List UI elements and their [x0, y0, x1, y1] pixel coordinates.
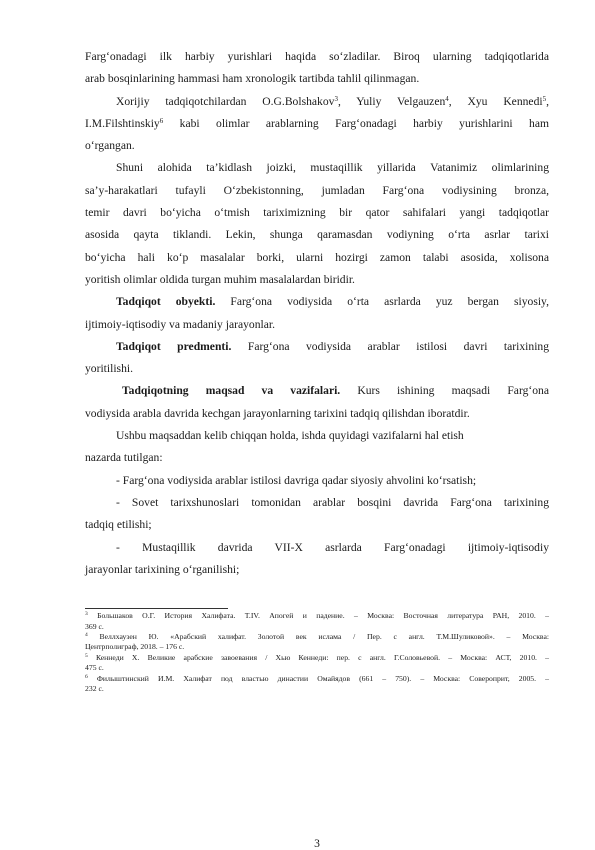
text-run: Farg‘ona vodiysida o‘rta asrlarda yuz bergan siyosiy,	[215, 295, 549, 309]
text-run: Farg‘ona vodiysida arablar istilosi davri tarixining	[231, 339, 550, 353]
text-run: Kurs ishining maqsadi Farg‘ona	[340, 384, 550, 398]
text-line: ijtimoiy-iqtisodiy va madaniy jarayonlar.	[85, 317, 275, 331]
text-run: ,	[546, 94, 549, 108]
footnote-marker: 4	[85, 631, 88, 638]
text-line: yoritilishi.	[85, 362, 133, 376]
text-line	[85, 113, 549, 135]
document-page	[85, 46, 550, 850]
text-line: sa’y-harakatlari tufayli O‘zbekistonning, jumladan Farg‘ona vodiysining bronza,	[85, 183, 549, 197]
footnote-continuation: 369 с.	[85, 621, 104, 631]
footnote-marker: 6	[85, 673, 88, 680]
text-line: jarayonlar tarixining o‘rganilishi;	[85, 562, 240, 576]
footnote-marker: 5	[85, 652, 88, 659]
text-line: Ushbu maqsaddan kelib chiqqan holda, ishda quyidagi vazifalarni hal etish	[116, 429, 464, 443]
text-run: I.M.Filshtinskiy	[85, 116, 160, 130]
list-item: - Mustaqillik davrida VII-X asrlarda Farg‘onadagi ijtimoiy-iqtisodiy	[116, 540, 549, 554]
footnote-ref: 5	[542, 94, 547, 103]
text-run: , Xyu Kennedi	[448, 94, 543, 108]
text-line	[85, 291, 549, 313]
text-line: asosida qayta tiklandi. Lekin, shunga qaramasdan vodiyning o‘rta asrlar tarixi	[85, 228, 549, 242]
footnote-text: Большаков О.Г. История Халифата. T.IV. Апогей и падение. – Москва: Восточная литература РАН, 2010. –	[97, 611, 550, 621]
text-line: temir davri bo‘yicha o‘tmish tariximizning bir qator sahifalari yangi tadqiqotlar	[85, 206, 549, 220]
text-line	[85, 380, 549, 402]
footnote	[85, 611, 549, 621]
text-line: bo‘yicha hali ko‘p masalalar borki, ularni hozirgi zamon talabi asosida, xolisona	[85, 250, 549, 264]
footnote-ref: 4	[445, 94, 449, 103]
text-line: vodiysida arabla davrida kechgan jarayonlarning tarixini tadqiq qilishdan iboratdir.	[85, 406, 470, 420]
footnote-continuation: 475 с.	[85, 663, 104, 673]
section-heading: Tadqiqot predmenti.	[116, 339, 232, 353]
footnote-continuation: 232 с.	[85, 683, 104, 693]
footnote-ref: 3	[334, 94, 338, 103]
footnote	[85, 653, 549, 663]
text-line: nazarda tutilgan:	[85, 451, 163, 465]
text-line: Farg‘onadagi ilk harbiy yurishlari haqida so‘zladilar. Biroq ularning tadqiqotlarida	[85, 50, 549, 63]
footnote	[85, 632, 549, 642]
text-line: arab bosqinlarining hammasi ham xronologik tartibda tahlil qilinmagan.	[85, 72, 420, 86]
footnote	[85, 674, 549, 684]
footnote-text: Филыштинский И.М. Халифат под властью династии Омайядов (661 – 750). – Москва: Совероприт, 2005. –	[96, 673, 549, 683]
footnote-marker: 3	[85, 611, 88, 618]
text-line: Shuni alohida ta’kidlash joizki, mustaqillik yillarida Vatanimiz olimlarining	[116, 161, 549, 175]
footnote-text: Веллхаузен Ю. «Арабский халифат. Золотой век ислама / Пер. с англ. Т.М.Шуликовой». – Москва:	[99, 631, 550, 641]
section-heading: Tadqiqotning maqsad va vazifalari.	[122, 384, 341, 398]
text-line: yoritish olimlar oldida turgan muhim masalalardan biridir.	[85, 272, 355, 286]
list-item: - Farg‘ona vodiysida arablar istilosi davriga qadar siyosiy ahvolini ko‘rsatish;	[116, 473, 477, 487]
footnote-ref: 6	[159, 116, 164, 125]
text-line: o‘rgangan.	[85, 139, 135, 153]
footnote-continuation: Центрполиграф, 2018. – 176 с.	[85, 642, 185, 652]
page-number: 3	[314, 837, 320, 850]
spacer	[85, 581, 549, 604]
list-item: - Sovet tarixshunoslari tomonidan arablar bosqini davrida Farg‘ona tarixining	[116, 495, 549, 509]
text-line	[85, 336, 549, 358]
section-heading: Tadqiqot obyekti.	[116, 295, 216, 309]
text-run: kabi olimlar arablarning Farg‘onadagi harbiy yurishlarini ham	[163, 116, 549, 130]
footnote-divider	[85, 608, 228, 609]
footnote-text: Кеннеди Х. Великие арабские завоевания / Хью Кеннеди: пер. с англ. Г.Соловьевой. – Москва: АСТ, 2010. –	[95, 652, 549, 662]
text-line: tadqiq etilishi;	[85, 518, 152, 532]
text-run: , Yuliy Velgauzen	[337, 94, 446, 108]
text-line	[85, 91, 549, 113]
text-run: Xorijiy tadqiqotchilardan O.G.Bolshakov	[116, 94, 335, 108]
